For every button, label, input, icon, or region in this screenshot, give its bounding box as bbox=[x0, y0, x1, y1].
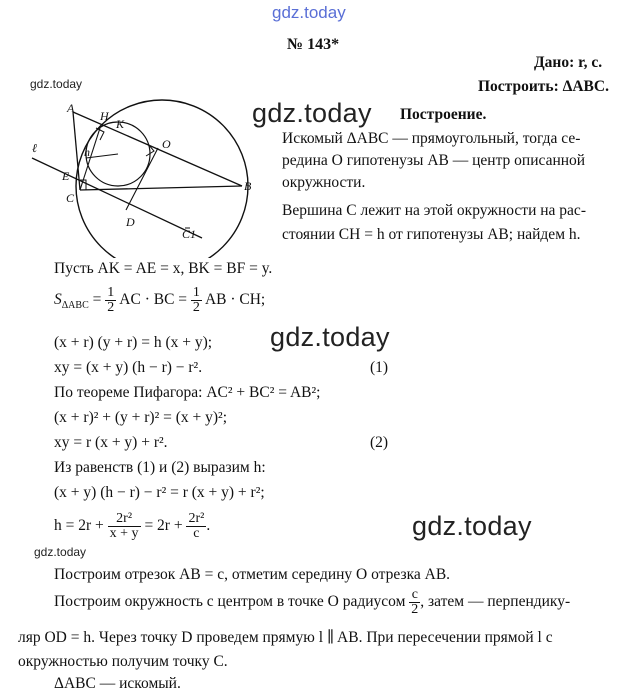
label-l: ℓ bbox=[32, 141, 37, 155]
c-half-fraction bbox=[409, 588, 420, 617]
line-eq1: xy = (x + y) (h − r) − r². bbox=[54, 359, 203, 376]
half-den-1: 2 bbox=[107, 300, 115, 315]
eq-label-1: (1) bbox=[370, 359, 389, 376]
build-circle-a: Построим окружность с центром в точке O радиусом bbox=[54, 593, 410, 611]
given-line: Дано: r, c. bbox=[534, 54, 603, 71]
para2-line1: Вершина C лежит на этой окружности на рас- bbox=[282, 202, 586, 219]
h-lhs: h = 2r + bbox=[54, 517, 108, 535]
h-formula bbox=[54, 512, 210, 541]
para1-line2: редина O гипотенузы AB — центр описанной bbox=[282, 152, 586, 169]
label-h: H bbox=[100, 109, 109, 123]
label-b: B bbox=[244, 179, 252, 193]
h-f2-den: c bbox=[193, 526, 200, 541]
para1-line1: Искомый ΔABC — прямоугольный, тогда се- bbox=[282, 130, 581, 147]
circumscribed-circle bbox=[76, 100, 248, 258]
label-d: D bbox=[126, 215, 135, 229]
label-h-small: h bbox=[84, 145, 90, 159]
watermark-figure: gdz.today bbox=[30, 77, 83, 91]
area-s: S bbox=[54, 291, 62, 309]
line-pythagoras: По теореме Пифагора: AC² + BC² = AB²; bbox=[54, 384, 321, 401]
half-fraction-1 bbox=[105, 286, 116, 315]
segment-cb bbox=[80, 186, 242, 190]
area-eq1: = bbox=[88, 291, 106, 309]
area-formula bbox=[54, 286, 265, 315]
area-end: AB · CH; bbox=[204, 291, 266, 309]
line-l bbox=[32, 158, 202, 238]
problem-number: № 143* bbox=[287, 36, 340, 53]
label-k: K bbox=[116, 117, 125, 131]
segment-od bbox=[126, 148, 158, 210]
h-mid: = 2r + bbox=[140, 517, 187, 535]
half-num-2: 1 bbox=[192, 285, 200, 300]
h-fraction-1 bbox=[108, 512, 141, 541]
h-f2-num: 2r² bbox=[188, 511, 205, 526]
label-c: C bbox=[66, 191, 75, 205]
line-combined: (x + y) (h − r) − r² = r (x + y) + r²; bbox=[54, 484, 265, 501]
para2-line2: стоянии CH = h от гипотенузы AB; найдем h. bbox=[282, 226, 581, 243]
h-f1-den: x + y bbox=[109, 526, 139, 541]
label-o: O bbox=[162, 137, 171, 151]
line-product: (x + r) (y + r) = h (x + y); bbox=[54, 334, 213, 351]
line-build-circle bbox=[54, 588, 570, 617]
h-fraction-2 bbox=[186, 512, 206, 541]
area-sub: ΔABC bbox=[61, 300, 89, 312]
line-squares: (x + r)² + (y + r)² = (x + y)²; bbox=[54, 409, 227, 426]
segment-ch bbox=[80, 128, 100, 190]
half-den-2: 2 bbox=[192, 300, 200, 315]
build-circle-b: , затем — перпендику- bbox=[420, 593, 571, 611]
area-mid: AC · BC = bbox=[119, 291, 191, 309]
line-point-c: окружностью получим точку C. bbox=[18, 653, 228, 670]
label-e: E bbox=[62, 169, 70, 183]
line-let: Пусть AK = AE = x, BK = BF = y. bbox=[54, 260, 273, 277]
label-a: A bbox=[67, 101, 75, 115]
line-express: Из равенств (1) и (2) выразим h: bbox=[54, 459, 266, 476]
h-end: . bbox=[206, 517, 211, 535]
watermark-big3: gdz.today bbox=[412, 511, 532, 541]
line-result: ΔABC — искомый. bbox=[54, 675, 181, 692]
h-f1-num: 2r² bbox=[108, 512, 141, 527]
line-eq2: xy = r (x + y) + r². bbox=[54, 434, 168, 451]
line-perpendicular: ляр OD = h. Через точку D проведем прямую l ∥ AB. При пересечении прямой l с bbox=[18, 629, 553, 646]
section-title: Построение. bbox=[400, 106, 487, 123]
c-half-den: 2 bbox=[411, 602, 419, 617]
eq-label-2: (2) bbox=[370, 434, 389, 451]
line-build-ab: Построим отрезок AB = c, отметим середину O отрезка AB. bbox=[54, 566, 451, 583]
geometry-figure bbox=[22, 88, 272, 258]
c-half-num: c bbox=[409, 588, 420, 603]
label-c1: C1 bbox=[182, 227, 197, 241]
watermark-mid2: gdz.today bbox=[270, 322, 390, 352]
watermark-bottom-left: gdz.today bbox=[34, 545, 87, 559]
para1-line3: окружности. bbox=[282, 174, 366, 191]
half-num-1: 1 bbox=[107, 285, 115, 300]
watermark-mid1: gdz.today bbox=[252, 98, 372, 128]
watermark-top: gdz.today bbox=[272, 3, 346, 22]
half-fraction-2 bbox=[191, 286, 202, 315]
construct-line: Построить: ΔABC. bbox=[478, 78, 609, 95]
